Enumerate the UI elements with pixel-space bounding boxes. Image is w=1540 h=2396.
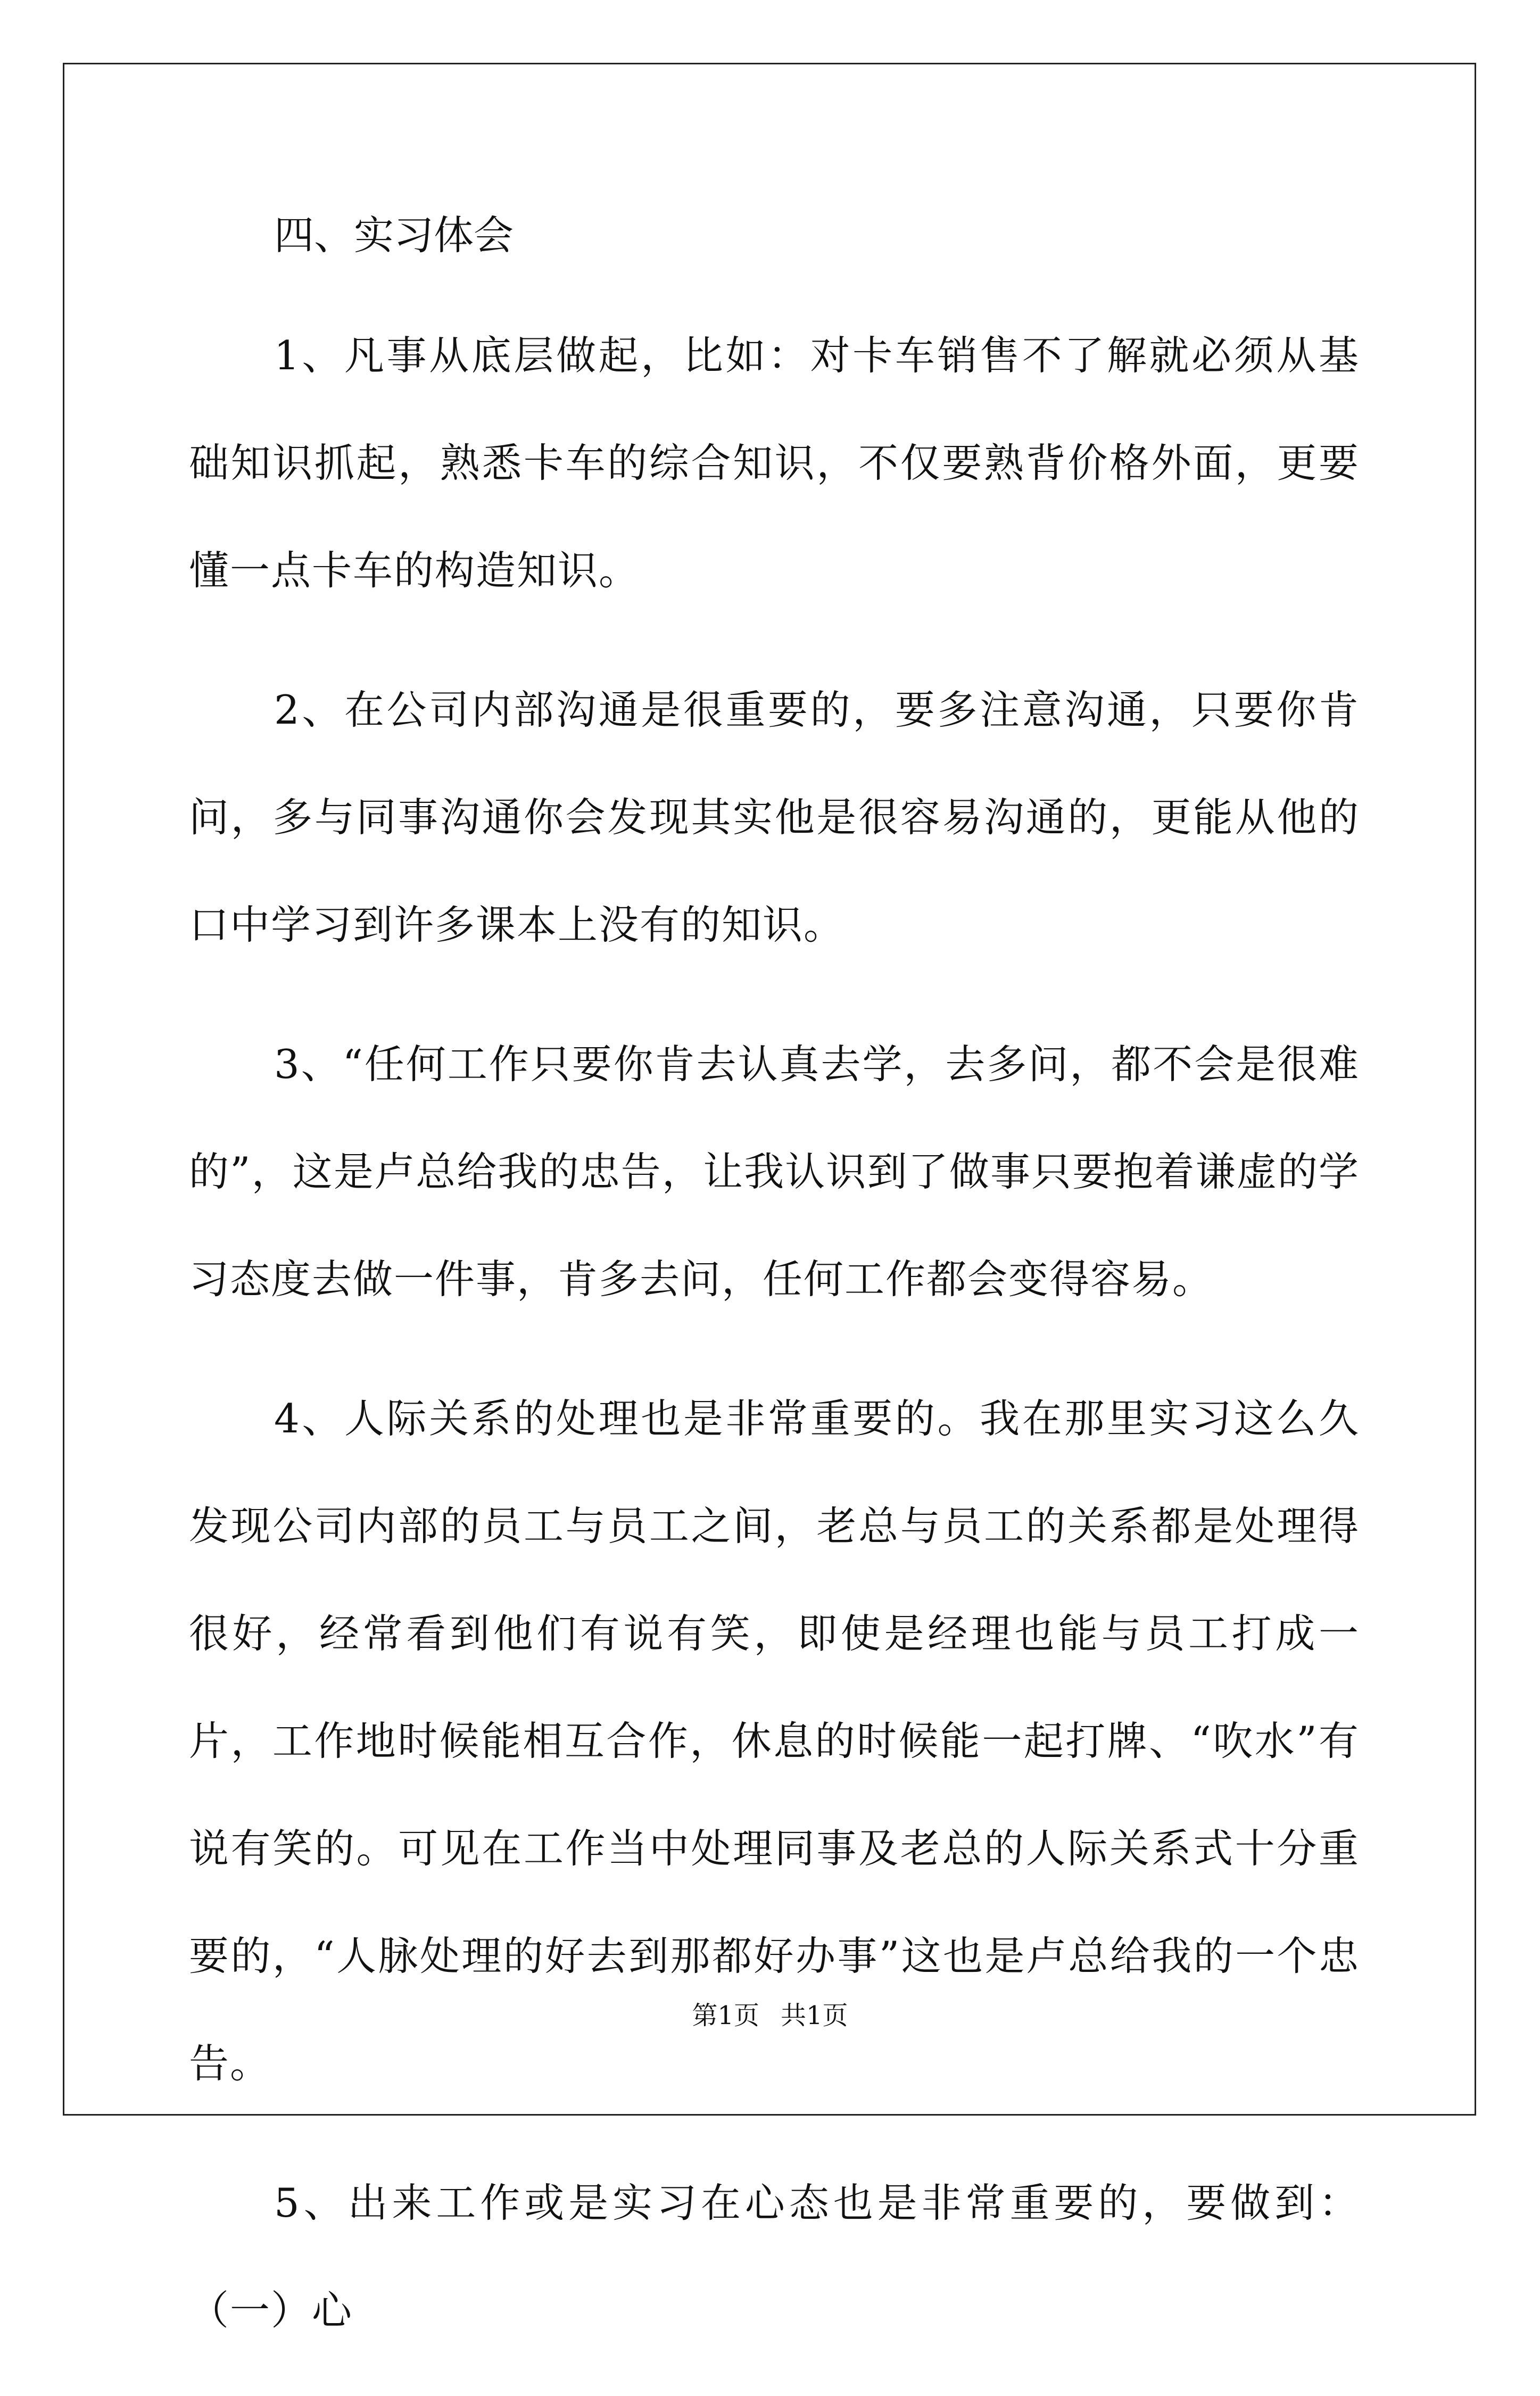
paragraph-3: 3、“任何工作只要你肯去认真去学，去多问，都不会是很难的”，这是卢总给我的忠告，让我认识到了做事只要抱着谦虚的学习态度去做一件事，肯多去问，任何工作都会变得容易。 <box>189 1041 1360 1303</box>
paragraph-4: 4、人际关系的处理也是非常重要的。我在那里实习这么久发现公司内部的员工与员工之间，老总与员工的关系都是处理得很好，经常看到他们有说有笑，即使是经理也能与员工打成一片，工作地时候能相互合作，休息的时候能一起打牌、“吹水”有说有笑的。可见在工作当中处理同事及老总的人际关系式十分重要的，“人脉处理的好去到那都好办事”这也是卢总给我的一个忠告。 <box>189 1395 1360 2087</box>
page-footer <box>0 2000 1540 2032</box>
paragraph-5: 5、出来工作或是实习在心态也是非常重要的，要做到：（一）心 <box>189 2179 1360 2334</box>
section-heading: 四、实习体会 <box>274 212 514 259</box>
page-number-total: 共1页 <box>781 2001 848 2030</box>
page-number-current: 第1页 <box>692 2001 759 2030</box>
paragraph-2: 2、在公司内部沟通是很重要的，要多注意沟通，只要你肯问，多与同事沟通你会发现其实他是很容易沟通的，更能从他的口中学习到许多课本上没有的知识。 <box>189 686 1360 948</box>
paragraph-1: 1、凡事从底层做起，比如：对卡车销售不了解就必须从基础知识抓起，熟悉卡车的综合知识，不仅要熟背价格外面，更要懂一点卡车的构造知识。 <box>189 332 1360 594</box>
document-body <box>189 202 1360 2396</box>
